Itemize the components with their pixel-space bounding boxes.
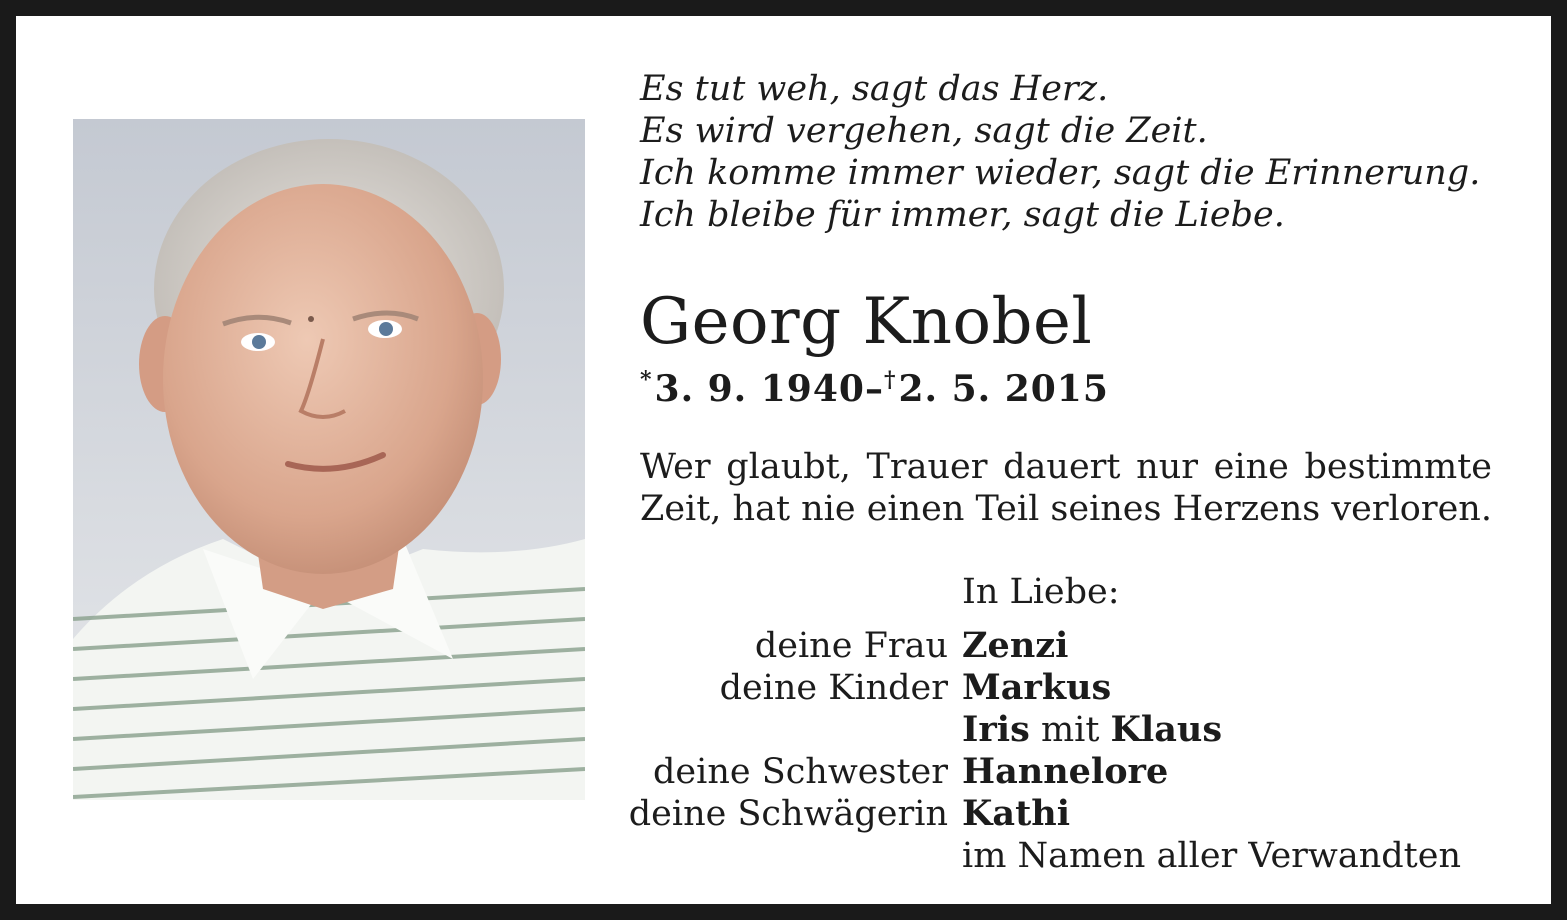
family-row bbox=[616, 793, 1496, 835]
family-member-name: Kathi bbox=[962, 793, 1071, 834]
signoff: In Liebe: bbox=[962, 572, 1120, 612]
family-member-name: Markus bbox=[962, 667, 1112, 708]
family-names bbox=[962, 793, 1070, 835]
family-row bbox=[616, 625, 1496, 667]
family-member-name: Klaus bbox=[1110, 709, 1223, 750]
death-mark: † bbox=[883, 367, 897, 393]
mourning-quote: Wer glaubt, Trauer dauert nur eine bestimmte Zeit, hat nie einen Teil seines Herzens verloren. bbox=[640, 447, 1492, 529]
family-relation: deine Schwester bbox=[653, 752, 948, 792]
family-row bbox=[616, 709, 1496, 751]
birth-date: 3. 9. 1940 bbox=[654, 368, 865, 410]
poem-line: Es tut weh, sagt das Herz. bbox=[640, 69, 1109, 109]
life-dates bbox=[640, 358, 1109, 411]
poem bbox=[640, 68, 1520, 236]
date-separator: – bbox=[864, 368, 884, 410]
family-member-name: Hannelore bbox=[962, 751, 1169, 792]
family-member-name: Iris bbox=[962, 709, 1030, 750]
death-date: 2. 5. 2015 bbox=[898, 368, 1109, 410]
family-member-name: im Namen aller Verwandten bbox=[962, 836, 1461, 876]
family-names bbox=[962, 835, 1461, 877]
deceased-name: Georg Knobel bbox=[640, 285, 1093, 359]
poem-line: Es wird vergehen, sagt die Zeit. bbox=[640, 111, 1208, 151]
birth-mark: * bbox=[640, 367, 653, 393]
portrait-photo bbox=[73, 119, 585, 800]
family-names bbox=[962, 751, 1168, 793]
family-row bbox=[616, 751, 1496, 793]
family-member-name: mit bbox=[1029, 710, 1111, 750]
family-relation: deine Frau bbox=[754, 626, 948, 666]
family-names bbox=[962, 709, 1222, 751]
family-row bbox=[616, 667, 1496, 709]
family-list bbox=[616, 625, 1496, 877]
poem-line: Ich komme immer wieder, sagt die Erinnerung. bbox=[640, 153, 1481, 193]
family-member-name: Zenzi bbox=[962, 625, 1069, 666]
poem-line: Ich bleibe für immer, sagt die Liebe. bbox=[640, 195, 1285, 235]
family-row bbox=[616, 835, 1496, 877]
family-relation: deine Schwägerin bbox=[628, 794, 948, 834]
family-relation: deine Kinder bbox=[719, 668, 948, 708]
family-names bbox=[962, 625, 1068, 667]
family-names bbox=[962, 667, 1111, 709]
